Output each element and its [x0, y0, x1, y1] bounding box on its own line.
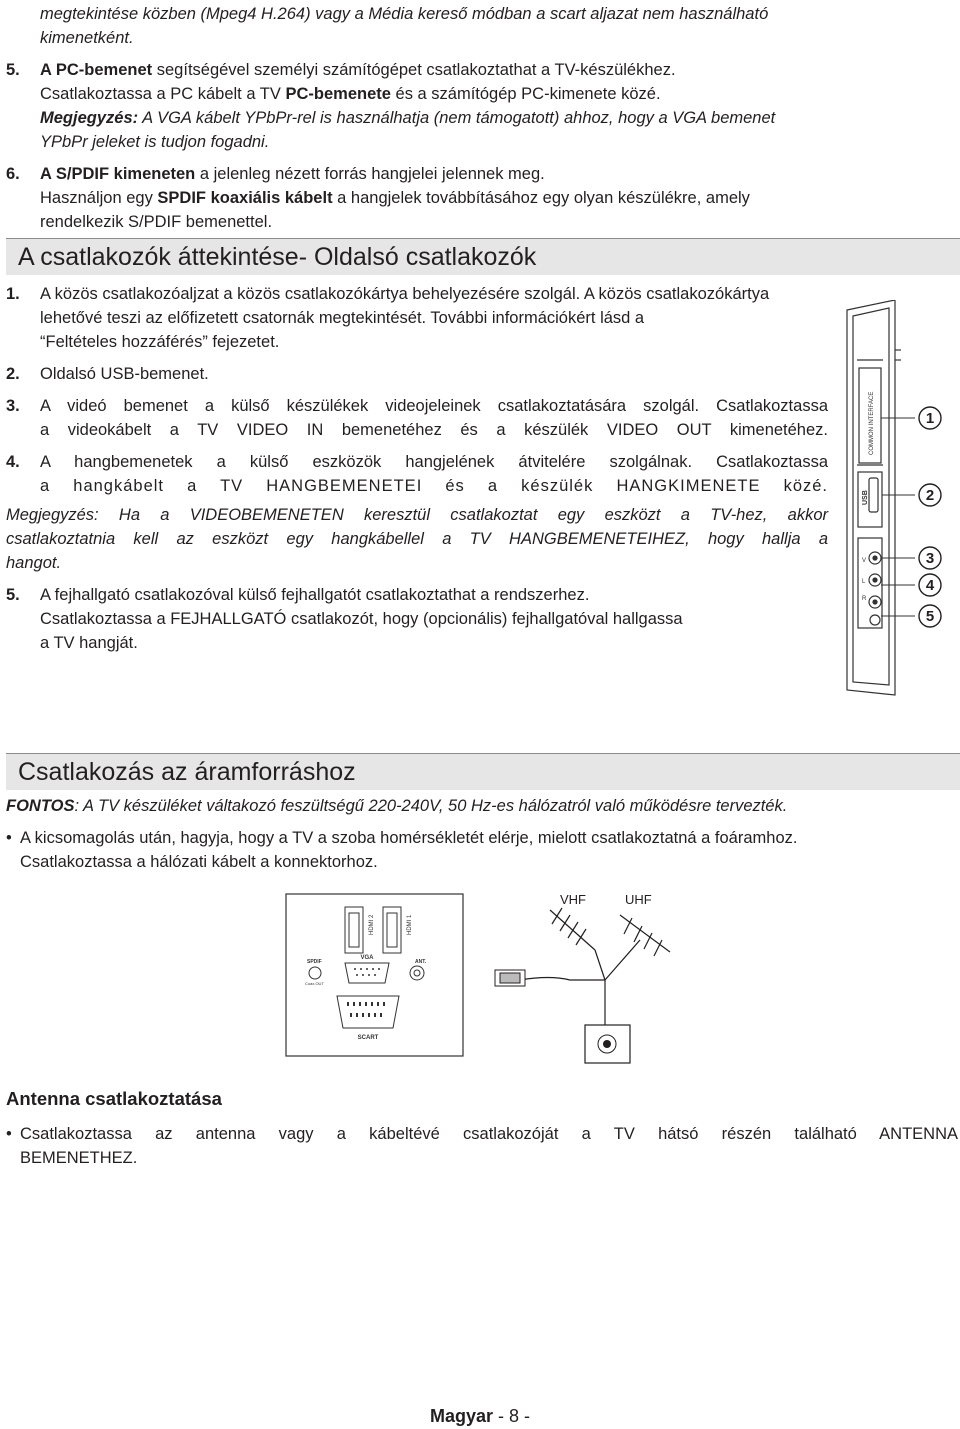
pc-input-text-post: és a számítógép PC-kimenete közé.	[390, 85, 661, 103]
ant-label: ANT.	[415, 959, 427, 965]
pc-input-text-pre: Csatlakoztassa a PC kábelt a TV	[40, 85, 286, 103]
headphone-line-2: Csatlakoztassa a FEJHALLGATÓ csatlakozót, hogy (opcionális) fejhallgatóval hallgassa	[40, 610, 683, 628]
callout-1-label: 1	[925, 410, 935, 427]
jack-label-r: R	[862, 596, 867, 602]
rear-panel-figure	[285, 893, 465, 1058]
important-text: : A TV készüléket váltakozó feszültségű 220-240V, 50 Hz-es hálózatról való működésre tervezték.	[74, 797, 788, 815]
callout-4-label: 4	[925, 577, 935, 594]
spdif-text-post: a hangjelek továbbításához egy olyan készülékre, amely	[332, 189, 750, 207]
spdif-line-2	[40, 186, 750, 211]
item-number-4: 4.	[6, 453, 20, 471]
section-power-header	[6, 753, 960, 790]
antenna-bullet-line-2: BEMENETHEZ.	[20, 1149, 138, 1167]
pc-note-line-2: YPbPr jeleket is tudjon fogadni.	[40, 133, 270, 151]
video-note-line-1: Megjegyzés: Ha a VIDEOBEMENETEN keresztül csatlakoztat egy eszközt a TV-hez, akkor	[6, 506, 828, 524]
pc-input-line-2	[40, 82, 661, 107]
usb-label: USB	[862, 490, 869, 505]
item-number-2: 2.	[6, 365, 20, 383]
scart-port-icon	[337, 996, 399, 1028]
hdmi1-label: HDMI 1	[407, 914, 413, 935]
spdif-text: a jelenleg nézett forrás hangjelei jelennek meg.	[195, 165, 545, 183]
usb-line-1: Oldalsó USB-bemenet.	[40, 365, 209, 383]
video-note-line-2: csatlakoztatnia kell az eszközt egy hangkábellel a TV HANGBEMENETEIHEZ, hogy hallja a	[6, 530, 828, 548]
video-line-1: A videó bemenet a külső készülékek videojeleinek csatlakoztatására szolgál. Csatlakoztassa	[40, 397, 828, 415]
vga-port-icon	[345, 963, 389, 983]
section-side-connectors-header	[6, 238, 960, 275]
spdif-label: SPDIF	[307, 959, 322, 965]
intro-line-2: kimenetként.	[40, 29, 134, 47]
side-connector-panel-figure	[835, 300, 960, 700]
antenna-icon	[520, 908, 670, 1040]
power-bullet-line-1: A kicsomagolás után, hagyja, hogy a TV a szoba homérsékletét elérje, mielott csatlakoztatná a foáramhoz.	[20, 829, 798, 847]
bullet-icon: •	[6, 1125, 12, 1143]
antenna-connection-figure	[490, 880, 710, 1065]
important-label: FONTOS	[6, 797, 75, 815]
coax-out-label: Coax.OUT	[305, 981, 324, 986]
power-important-line	[6, 794, 787, 819]
spdif-coax-port-icon	[309, 967, 321, 979]
intro-line-1: megtekintése közben (Mpeg4 H.264) vagy a Média kereső módban a scart aljazat nem használható	[40, 5, 769, 23]
item-number-3: 3.	[6, 397, 20, 415]
spdif-line-3: rendelkezik S/PDIF bemenettel.	[40, 213, 273, 231]
ci-line-1: A közös csatlakozóaljzat a közös csatlakozókártya behelyezésére szolgál. A közös csatlakozókártya	[40, 285, 770, 303]
vhf-label: VHF	[560, 892, 586, 907]
antenna-bullet-line-1: Csatlakoztassa az antenna vagy a kábeltévé csatlakozóját a TV hátsó részén található ANTENNA	[20, 1125, 958, 1143]
audio-line-2: a hangkábelt a TV HANGBEMENETEI és a készülék HANGKIMENETE közé.	[40, 477, 828, 495]
common-interface-label: COMMON INTERFACE	[869, 391, 875, 455]
pc-note-label: Megjegyzés:	[40, 109, 139, 127]
pc-input-text: segítségével személyi számítógépet csatlakoztathat a TV-készülékhez.	[152, 61, 676, 79]
footer-page-number: - 8 -	[498, 1406, 531, 1426]
callout-2-label: 2	[925, 487, 935, 504]
jack-label-l: L	[862, 579, 866, 585]
spdif-bold-2: SPDIF koaxiális kábelt	[157, 189, 333, 207]
ci-line-2: lehetővé teszi az előfizetett csatornák megtekintését. További információkért lásd a	[40, 309, 645, 327]
headphone-line-1: A fejhallgató csatlakozóval külső fejhallgatót csatlakoztathat a rendszerhez.	[40, 586, 590, 604]
callout-5-label: 5	[925, 608, 935, 625]
spdif-bold: A S/PDIF kimeneten	[40, 165, 196, 183]
vga-label: VGA	[360, 955, 374, 961]
item-number-5-pc: 5.	[6, 61, 20, 79]
callout-3-label: 3	[925, 550, 935, 567]
spdif-line-1	[40, 162, 545, 187]
bullet-icon: •	[6, 829, 12, 847]
hdmi2-label: HDMI 2	[369, 914, 375, 935]
item-number-5: 5.	[6, 586, 20, 604]
jack-label-v: V	[862, 558, 867, 564]
uhf-label: UHF	[625, 892, 652, 907]
scart-label: SCART	[357, 1035, 379, 1041]
pc-input-bold: A PC-bemenet	[40, 61, 153, 79]
headphone-jack-icon	[870, 615, 880, 625]
item-number-6-spdif: 6.	[6, 165, 20, 183]
video-note-line-3: hangot.	[6, 554, 62, 572]
footer-language: Magyar	[429, 1406, 493, 1426]
pc-note-text: A VGA kábelt YPbPr-rel is használhatja (nem támogatott) ahhoz, hogy a VGA bemenet	[138, 109, 776, 127]
pc-input-bold-2: PC-bemenete	[285, 85, 391, 103]
section-title: A csatlakozók áttekintése- Oldalsó csatlakozók	[18, 243, 537, 271]
ci-line-3: “Feltételes hozzáférés” fejezetet.	[40, 333, 280, 351]
spdif-text-pre: Használjon egy	[40, 189, 158, 207]
headphone-line-3: a TV hangját.	[40, 634, 138, 652]
video-line-2: a videokábelt a TV VIDEO IN bemenetéhez és a készülék VIDEO OUT kimenetéhez.	[40, 421, 828, 439]
section-title: Csatlakozás az áramforráshoz	[18, 758, 356, 786]
power-bullet-line-2: Csatlakoztassa a hálózati kábelt a konnektorhoz.	[20, 853, 378, 871]
pc-input-line-1	[40, 58, 676, 83]
antenna-section-title: Antenna csatlakoztatása	[6, 1088, 222, 1109]
item-number-1: 1.	[6, 285, 20, 303]
pc-note-line-1	[40, 106, 775, 131]
audio-line-1: A hangbemenetek a külső eszközök hangjelének átvitelére szolgálnak. Csatlakoztassa	[40, 453, 828, 471]
page-footer	[0, 1404, 960, 1429]
